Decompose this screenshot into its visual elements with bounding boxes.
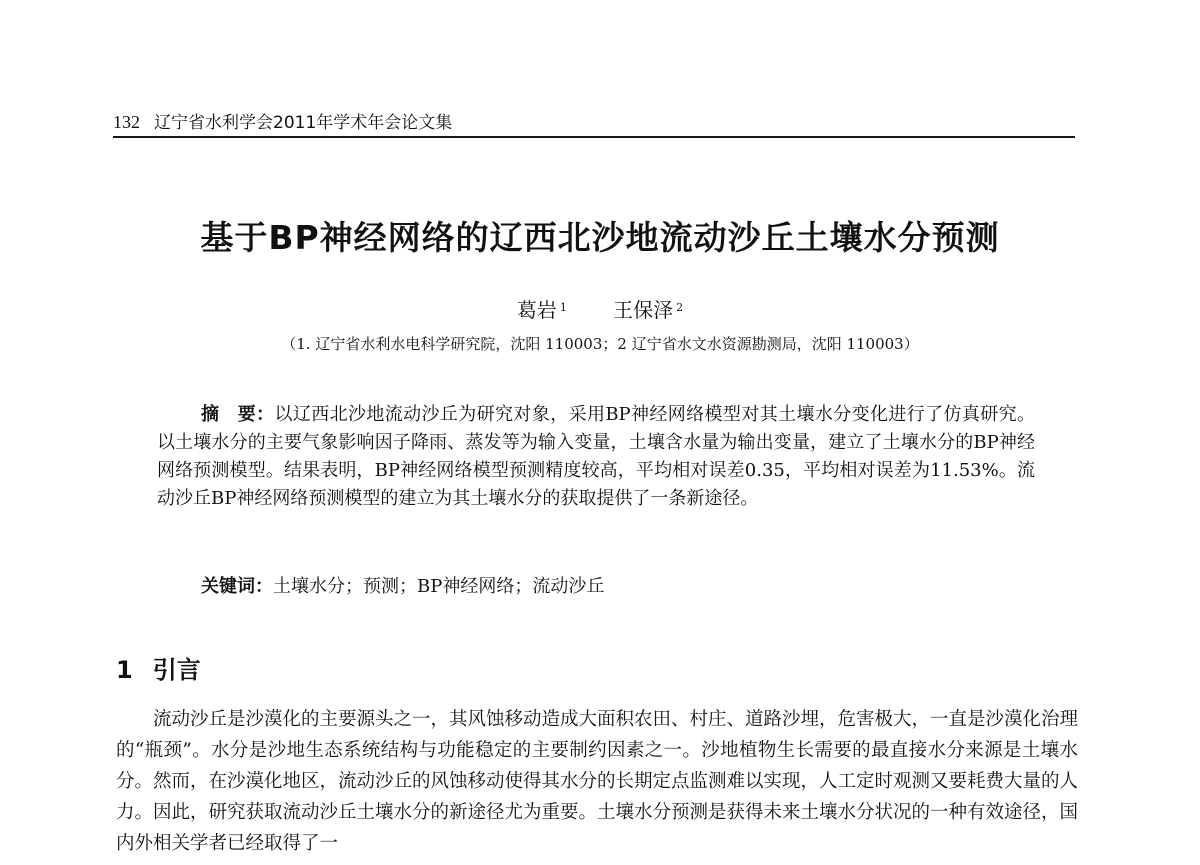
author-name: 葛岩 [516,298,557,322]
body-text [116,704,1078,859]
author [613,296,683,324]
body-paragraph: 流动沙丘是沙漠化的主要源头之一，其风蚀移动造成大面积农田、村庄、道路沙埋，危害极大，一直是沙漠化治理的“瓶颈”。水分是沙地生态系统结构与功能稳定的主要制约因素之一。沙地植物生长需要的最直接水分来源是土壤水分。然而，在沙漠化地区，流动沙丘的风蚀移动使得其水分的长期定点监测难以实现，人工定时观测又要耗费大量的人力。因此，研究获取流动沙丘土壤水分的新途径尤为重要。土壤水分预测是获得未来土壤水分状况的一种有效途径，国内外相关学者已经取得了一 [116,709,1079,854]
author-affil-mark: 2 [676,301,684,314]
abstract-label: 摘 要： [201,404,275,425]
running-header [113,110,1075,138]
section-heading [116,654,201,686]
section-number: 1 [116,656,133,684]
abstract-text: 以辽西北沙地流动沙丘为研究对象，采用BP神经网络模型对其土壤水分变化进行了仿真研究。以土壤水分的主要气象影响因子降雨、蒸发等为输入变量，土壤含水量为输出变量，建立了土壤水分的BP神经网络预测模型。结果表明，BP神经网络模型预测精度较高，平均相对误差0.35，平均相对误差为11.53%。流动沙丘BP神经网络预测模型的建立为其土壤水分的获取提供了一条新途径。 [157,404,1035,509]
author [517,296,567,324]
author-affil-mark: 1 [559,301,567,314]
keywords-text: 土壤水分；预测；BP神经网络；流动沙丘 [273,576,605,597]
keywords [201,573,1035,601]
section-title: 引言 [152,656,201,684]
abstract [157,401,1035,513]
page-number: 132 [113,112,140,132]
author-name: 王保泽 [613,298,674,322]
affiliation-line: （1. 辽宁省水利水电科学研究院，沈阳 110003；2 辽宁省水文水资源勘测局，沈阳 110003） [281,335,919,353]
paper-title: 基于BP神经网络的辽西北沙地流动沙丘土壤水分预测 [200,218,1000,257]
keywords-label: 关键词： [201,576,273,597]
author-list [0,296,1200,324]
journal-title: 辽宁省水利学会2011年学术年会论文集 [154,113,453,133]
